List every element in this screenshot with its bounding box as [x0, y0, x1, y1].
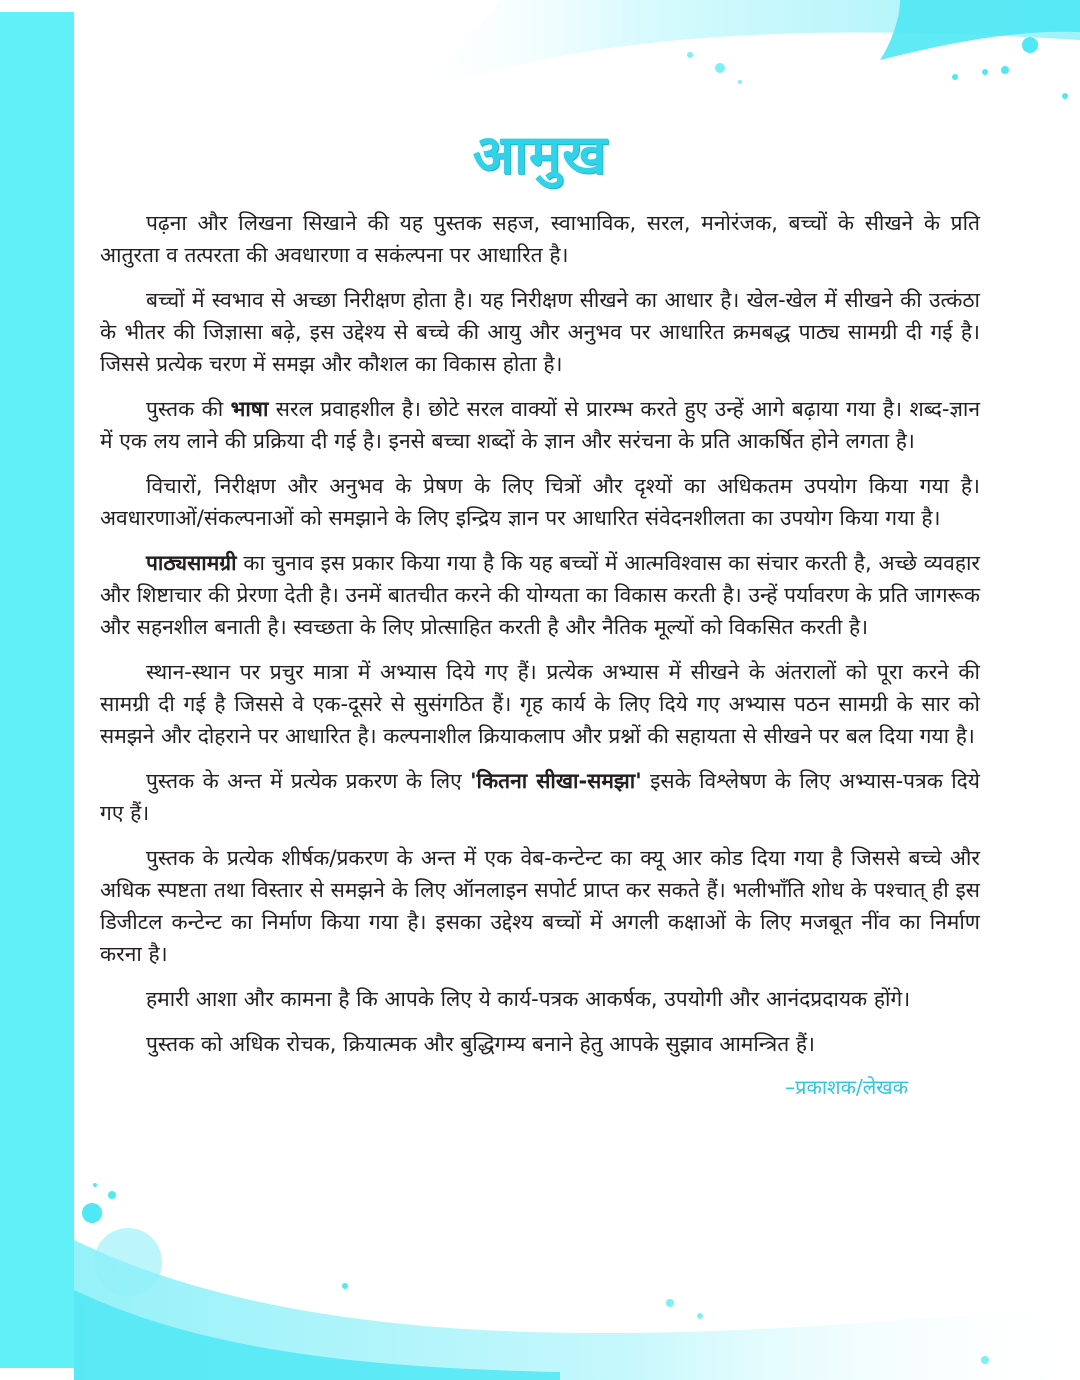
- left-color-bar: [0, 12, 74, 1368]
- paragraph-1: पढ़ना और लिखना सिखाने की यह पुस्तक सहज, स्वाभाविक, सरल, मनोरंजक, बच्चों के सीखने के प्रति आतुरता व तत्परता की अवधारणा व सकंल्पना पर आधारित है।: [100, 211, 980, 267]
- page-title: आमुख: [472, 123, 608, 186]
- paragraph-7-post: इसके विश्लेषण के लिए अभ्यास-पत्रक दिये गए हैं।: [100, 769, 980, 825]
- paragraph-6: स्थान-स्थान पर प्रचुर मात्रा में अभ्यास दिये गए हैं। प्रत्येक अभ्यास में सीखने के अंतरालों को पूरा करने की सामग्री दी गई है जिससे वे एक-दूसरे से सुसंगठित हैं। गृह कार्य के लिए दिये गए अभ्यास पठन सामग्री के सार को समझने और दोहराने पर आधारित है। कल्पनाशील क्रियाकलाप और प्रश्नों की सहायता से सीखने पर बल दिया गया है।: [100, 660, 980, 748]
- paragraph-3-bold: भाषा: [230, 397, 269, 421]
- paragraph-8: पुस्तक के प्रत्येक शीर्षक/प्रकरण के अन्त में एक वेब-कन्टेन्ट का क्यू आर कोड दिया गया है जिससे बच्चे और अधिक स्पष्टता तथा विस्तार से समझने के लिए ऑनलाइन सपोर्ट प्राप्त कर सकते हैं। भलीभाँति शोध के पश्चात् ही इस डिजीटल कन्टेन्ट का निर्माण किया गया है। इसका उद्देश्य बच्चों में अगली कक्षाओं के लिए मजबूत नींव का निर्माण करना है।: [100, 846, 980, 966]
- paragraph-2: बच्चों में स्वभाव से अच्छा निरीक्षण होता है। यह निरीक्षण सीखने का आधार है। खेल-खेल में सीखने की उत्कंठा के भीतर की जिज्ञासा बढ़े, इस उद्देश्य से बच्चे की आयु और अनुभव पर आधारित क्रमबद्ध पाठ्य सामग्री दी गई है। जिससे प्रत्येक चरण में समझ और कौशल का विकास होता है।: [100, 288, 980, 376]
- paragraph-5-bold: पाठ्यसामग्री: [146, 551, 237, 575]
- paragraph-9: हमारी आशा और कामना है कि आपके लिए ये कार्य-पत्रक आकर्षक, उपयोगी और आनंदप्रदायक होंगे।: [146, 987, 911, 1011]
- paragraph-7: [100, 765, 980, 829]
- paragraph-3: [100, 393, 980, 457]
- paragraph-3-pre: पुस्तक की: [146, 397, 231, 421]
- paragraph-3-post: सरल प्रवाहशील है। छोटे सरल वाक्यों से प्रारम्भ करते हुए उन्हें आगे बढ़ाया गया है। शब्द-ज्ञान में एक लय लाने की प्रक्रिया दी गई है। इनसे बच्चा शब्दों के ज्ञान और सरंचना के प्रति आकर्षित होने लगता है।: [100, 397, 980, 453]
- paragraph-7-bold: 'कितना सीखा-समझा': [470, 769, 642, 793]
- signature: –प्रकाशक/लेखक: [785, 1075, 908, 1099]
- paragraph-7-pre: पुस्तक के अन्त में प्रत्येक प्रकरण के लिए: [146, 769, 471, 793]
- paragraph-5-post: का चुनाव इस प्रकार किया गया है कि यह बच्चों में आत्मविश्वास का संचार करती है, अच्छे व्यवहार और शिष्टाचार की प्रेरणा देती है। उनमें बातचीत करने की योग्यता का विकास करती है। उन्हें पर्यावरण के प्रति जागरूक और सहनशील बनाती है। स्वच्छता के लिए प्रोत्साहित करती है और नैतिक मूल्यों को विकसित करती है।: [100, 551, 980, 639]
- paragraph-10: पुस्तक को अधिक रोचक, क्रियात्मक और बुद्धिगम्य बनाने हेतु आपके सुझाव आमन्त्रित हैं।: [146, 1032, 815, 1056]
- paragraph-4: विचारों, निरीक्षण और अनुभव के प्रेषण के लिए चित्रों और दृश्यों का अधिकतम उपयोग किया गया है। अवधारणाओं/संकल्पनाओं को समझाने के लिए इन्द्रिय ज्ञान पर आधारित संवेदनशीलता का उपयोग किया गया है।: [100, 474, 980, 530]
- foreword-content: [100, 115, 980, 1100]
- paragraph-5: [100, 547, 980, 643]
